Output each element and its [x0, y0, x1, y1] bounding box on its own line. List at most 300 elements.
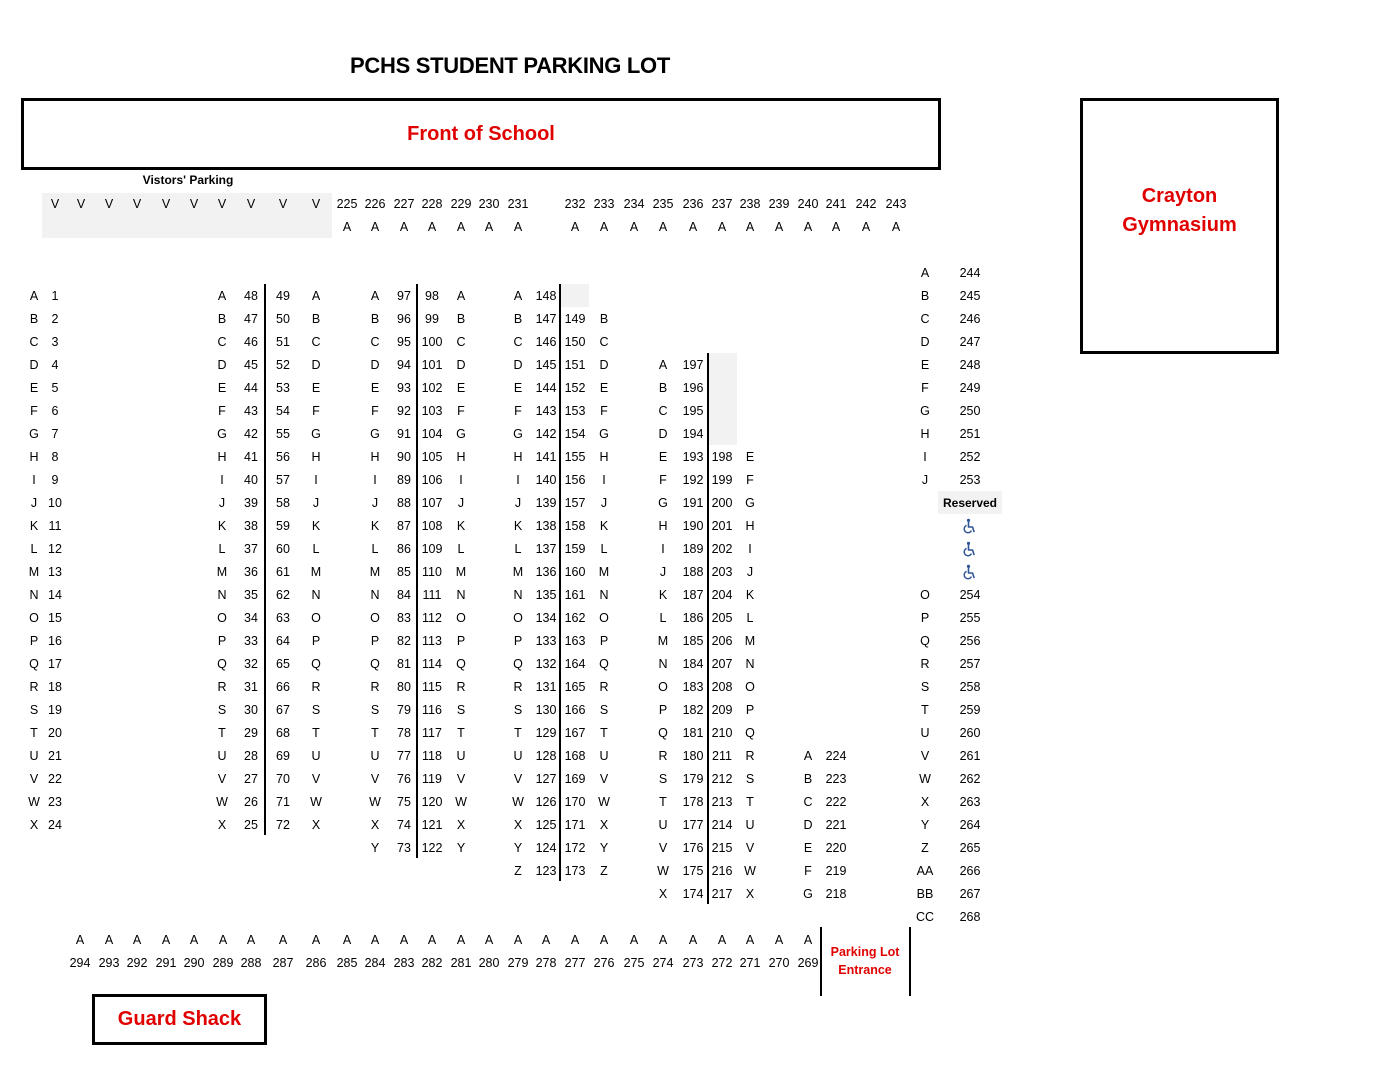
space-row-letter: R [311, 680, 321, 694]
space-row-letter: J [600, 496, 608, 510]
space-number: 253 [959, 473, 981, 487]
space-row-letter: AA [916, 864, 934, 878]
space-number: 173 [564, 864, 586, 878]
space-row-letter: A [484, 933, 494, 947]
space-number: 154 [564, 427, 586, 441]
space-number: 108 [421, 519, 443, 533]
page-title: PCHS STUDENT PARKING LOT [350, 53, 670, 78]
space-number: 160 [564, 565, 586, 579]
space-row-letter: A [541, 933, 551, 947]
space-number: 201 [711, 519, 733, 533]
space-number: 1 [51, 289, 59, 303]
space-row-letter: X [456, 818, 466, 832]
space-number: 35 [244, 588, 258, 602]
space-row-letter: C [513, 335, 523, 349]
space-number: 6 [51, 404, 59, 418]
space-number: 57 [276, 473, 290, 487]
space-row-letter: L [514, 542, 522, 556]
space-row-letter: A [399, 933, 409, 947]
space-number: 288 [240, 956, 262, 970]
visitor-space: V [76, 197, 86, 211]
space-row-letter: E [311, 381, 321, 395]
space-row-letter: H [370, 450, 380, 464]
space-number: 159 [564, 542, 586, 556]
space-row-letter: A [513, 220, 523, 234]
space-number: 227 [393, 197, 415, 211]
space-row-letter: V [456, 772, 466, 786]
space-row-letter: T [457, 726, 465, 740]
space-number: 107 [421, 496, 443, 510]
visitor-space: V [189, 197, 199, 211]
space-number: 126 [535, 795, 557, 809]
space-row-letter: E [29, 381, 39, 395]
space-number: 158 [564, 519, 586, 533]
space-number: 115 [422, 680, 442, 694]
space-row-letter: Y [599, 841, 609, 855]
space-number: 12 [48, 542, 62, 556]
space-row-letter: A [370, 220, 380, 234]
space-row-letter: A [29, 289, 39, 303]
space-number: 97 [397, 289, 411, 303]
space-number: 46 [244, 335, 258, 349]
space-row-letter: C [311, 335, 321, 349]
space-row-letter: B [513, 312, 523, 326]
space-number: 30 [244, 703, 258, 717]
space-number: 83 [397, 611, 411, 625]
space-number: 131 [535, 680, 557, 694]
space-number: 47 [244, 312, 258, 326]
space-row-letter: I [373, 473, 377, 487]
space-number: 38 [244, 519, 258, 533]
space-number: 22 [48, 772, 62, 786]
space-number: 93 [397, 381, 411, 395]
space-number: 40 [244, 473, 258, 487]
space-number: 148 [535, 289, 557, 303]
space-row-letter: N [370, 588, 380, 602]
space-row-letter: S [920, 680, 930, 694]
space-row-letter: A [427, 933, 437, 947]
space-row-letter: F [746, 473, 754, 487]
space-row-letter: O [217, 611, 227, 625]
space-number: 111 [422, 588, 442, 602]
space-number: 214 [711, 818, 733, 832]
space-row-letter: A [745, 933, 755, 947]
space-row-letter: I [748, 542, 752, 556]
space-row-letter: V [745, 841, 755, 855]
gymnasium-label-line-2: Gymnasium [1122, 214, 1237, 236]
space-number: 273 [682, 956, 704, 970]
space-number: 121 [421, 818, 443, 832]
space-number: 102 [421, 381, 443, 395]
space-row-letter: M [744, 634, 756, 648]
space-number: 164 [564, 657, 586, 671]
space-row-letter: U [920, 726, 930, 740]
space-row-letter: V [29, 772, 39, 786]
visitor-space: V [217, 197, 227, 211]
space-row-letter: I [220, 473, 224, 487]
space-number: 155 [564, 450, 586, 464]
space-number: 95 [397, 335, 411, 349]
space-number: 39 [244, 496, 258, 510]
space-number: 110 [422, 565, 442, 579]
space-row-letter: A [570, 220, 580, 234]
space-number: 58 [276, 496, 290, 510]
space-row-letter: A [399, 220, 409, 234]
space-row-letter: G [599, 427, 609, 441]
space-row-letter: L [746, 611, 754, 625]
space-number: 2 [51, 312, 59, 326]
space-number: 223 [825, 772, 847, 786]
space-row-letter: D [599, 358, 609, 372]
space-number: 122 [421, 841, 443, 855]
space-number: 23 [48, 795, 62, 809]
space-number: 208 [711, 680, 733, 694]
space-row-letter: J [659, 565, 667, 579]
space-row-letter: A [513, 933, 523, 947]
space-number: 217 [711, 887, 733, 901]
space-row-letter: K [217, 519, 227, 533]
space-row-letter: G [456, 427, 466, 441]
space-number: 113 [422, 634, 442, 648]
visitors-parking-area [42, 193, 332, 238]
space-row-letter: V [370, 772, 380, 786]
empty-space-148-row [560, 284, 589, 307]
space-row-letter: E [217, 381, 227, 395]
space-number: 18 [48, 680, 62, 694]
space-row-letter: V [513, 772, 523, 786]
space-row-letter: BB [916, 887, 934, 901]
space-row-letter: X [513, 818, 523, 832]
space-number: 74 [397, 818, 411, 832]
space-number: 282 [421, 956, 443, 970]
space-number: 44 [244, 381, 258, 395]
space-row-letter: K [456, 519, 466, 533]
space-row-letter: S [370, 703, 380, 717]
space-row-letter: R [29, 680, 39, 694]
space-row-letter: A [311, 933, 321, 947]
space-number: 171 [564, 818, 586, 832]
space-row-letter: W [512, 795, 524, 809]
space-number: 69 [276, 749, 290, 763]
space-row-letter: E [658, 450, 668, 464]
space-row-letter: C [217, 335, 227, 349]
space-row-letter: A [717, 933, 727, 947]
crayton-gymnasium-building [1080, 98, 1279, 354]
space-number: 181 [682, 726, 704, 740]
space-row-letter: B [311, 312, 321, 326]
space-number: 224 [825, 749, 847, 763]
space-row-letter: I [516, 473, 520, 487]
space-row-letter: Q [370, 657, 380, 671]
space-number: 32 [244, 657, 258, 671]
space-number: 178 [682, 795, 704, 809]
space-row-letter: A [803, 749, 813, 763]
space-number: 243 [885, 197, 907, 211]
space-row-letter: M [28, 565, 40, 579]
space-row-letter: A [658, 358, 668, 372]
space-row-letter: B [599, 312, 609, 326]
space-row-letter: U [370, 749, 380, 763]
space-number: 226 [364, 197, 386, 211]
space-row-letter: B [456, 312, 466, 326]
space-row-letter: T [746, 795, 754, 809]
space-number: 275 [623, 956, 645, 970]
space-number: 19 [48, 703, 62, 717]
space-row-letter: W [598, 795, 610, 809]
space-row-letter: F [921, 381, 929, 395]
visitor-space: V [246, 197, 256, 211]
space-number: 255 [959, 611, 981, 625]
space-number: 70 [276, 772, 290, 786]
space-number: 77 [397, 749, 411, 763]
space-row-letter: K [29, 519, 39, 533]
space-number: 269 [797, 956, 819, 970]
space-row-letter: W [310, 795, 322, 809]
space-number: 190 [682, 519, 704, 533]
space-number: 284 [364, 956, 386, 970]
space-row-letter: A [599, 933, 609, 947]
space-number: 125 [535, 818, 557, 832]
space-number: 216 [711, 864, 733, 878]
space-row-letter: W [216, 795, 228, 809]
space-number: 228 [421, 197, 443, 211]
space-row-letter: E [920, 358, 930, 372]
space-number: 180 [682, 749, 704, 763]
space-row-letter: A [427, 220, 437, 234]
space-number: 33 [244, 634, 258, 648]
space-number: 267 [959, 887, 981, 901]
space-row-letter: B [29, 312, 39, 326]
space-number: 258 [959, 680, 981, 694]
space-row-letter: G [217, 427, 227, 441]
space-number: 195 [682, 404, 704, 418]
space-number: 244 [959, 266, 981, 280]
space-row-letter: D [803, 818, 813, 832]
space-number: 153 [564, 404, 586, 418]
space-row-letter: S [599, 703, 609, 717]
space-number: 249 [959, 381, 981, 395]
space-number: 189 [682, 542, 704, 556]
space-row-letter: A [370, 933, 380, 947]
space-number: 80 [397, 680, 411, 694]
space-number: 136 [535, 565, 557, 579]
space-row-letter: D [29, 358, 39, 372]
space-row-letter: W [744, 864, 756, 878]
space-number: 291 [155, 956, 177, 970]
space-row-letter: J [514, 496, 522, 510]
space-row-letter: X [29, 818, 39, 832]
space-row-letter: A [629, 933, 639, 947]
space-number: 135 [535, 588, 557, 602]
space-row-letter: F [659, 473, 667, 487]
space-row-letter: T [218, 726, 226, 740]
space-row-letter: E [803, 841, 813, 855]
space-number: 72 [276, 818, 290, 832]
space-number: 170 [564, 795, 586, 809]
space-number: 183 [682, 680, 704, 694]
space-row-letter: Q [745, 726, 755, 740]
space-number: 45 [244, 358, 258, 372]
space-number: 276 [593, 956, 615, 970]
visitor-space: V [161, 197, 171, 211]
space-row-letter: S [745, 772, 755, 786]
space-number: 177 [682, 818, 704, 832]
space-row-letter: M [512, 565, 524, 579]
space-row-letter: H [920, 427, 930, 441]
space-row-letter: L [600, 542, 608, 556]
space-number: 186 [682, 611, 704, 625]
space-number: 239 [768, 197, 790, 211]
space-number: 86 [397, 542, 411, 556]
space-number: 142 [535, 427, 557, 441]
space-row-letter: G [370, 427, 380, 441]
space-number: 133 [535, 634, 557, 648]
space-number: 94 [397, 358, 411, 372]
space-row-letter: Y [513, 841, 523, 855]
space-number: 29 [244, 726, 258, 740]
row-divider-197-198 [707, 353, 709, 904]
space-number: 199 [711, 473, 733, 487]
space-number: 289 [212, 956, 234, 970]
space-number: 270 [768, 956, 790, 970]
space-row-letter: P [599, 634, 609, 648]
space-row-letter: S [29, 703, 39, 717]
space-number: 149 [564, 312, 586, 326]
space-number: 120 [421, 795, 443, 809]
space-row-letter: W [28, 795, 40, 809]
space-number: 286 [305, 956, 327, 970]
space-number: 140 [535, 473, 557, 487]
handicap-parking-icon [962, 541, 978, 557]
space-number: 212 [711, 772, 733, 786]
row-divider-48-49 [264, 284, 266, 835]
space-number: 25 [244, 818, 258, 832]
space-number: 188 [682, 565, 704, 579]
space-number: 248 [959, 358, 981, 372]
space-row-letter: M [657, 634, 669, 648]
space-row-letter: E [370, 381, 380, 395]
visitors-parking-label: Vistors' Parking [142, 173, 234, 187]
space-number: 237 [711, 197, 733, 211]
space-number: 157 [564, 496, 586, 510]
space-row-letter: X [599, 818, 609, 832]
space-row-letter: N [217, 588, 227, 602]
space-row-letter: A [658, 220, 668, 234]
space-number: 242 [855, 197, 877, 211]
entrance-divider-left [820, 927, 822, 996]
space-row-letter: N [513, 588, 523, 602]
space-number: 261 [959, 749, 981, 763]
space-row-letter: L [457, 542, 465, 556]
space-row-letter: A [831, 220, 841, 234]
space-row-letter: G [658, 496, 668, 510]
space-number: 71 [276, 795, 290, 809]
space-number: 43 [244, 404, 258, 418]
space-number: 76 [397, 772, 411, 786]
space-number: 151 [564, 358, 586, 372]
space-row-letter: T [921, 703, 929, 717]
space-row-letter: O [311, 611, 321, 625]
space-row-letter: B [920, 289, 930, 303]
space-number: 89 [397, 473, 411, 487]
space-number: 53 [276, 381, 290, 395]
space-row-letter: I [602, 473, 606, 487]
space-row-letter: A [342, 933, 352, 947]
front-of-school-building [21, 98, 941, 170]
space-number: 104 [421, 427, 443, 441]
space-row-letter: Q [513, 657, 523, 671]
space-number: 285 [336, 956, 358, 970]
space-row-letter: X [311, 818, 321, 832]
space-row-letter: U [29, 749, 39, 763]
space-number: 221 [825, 818, 847, 832]
space-number: 10 [48, 496, 62, 510]
space-number: 75 [397, 795, 411, 809]
space-number: 34 [244, 611, 258, 625]
space-number: 62 [276, 588, 290, 602]
space-number: 167 [564, 726, 586, 740]
space-row-letter: U [513, 749, 523, 763]
space-row-letter: O [370, 611, 380, 625]
space-number: 193 [682, 450, 704, 464]
space-number: 198 [711, 450, 733, 464]
space-number: 138 [535, 519, 557, 533]
space-number: 268 [959, 910, 981, 924]
space-row-letter: X [370, 818, 380, 832]
visitor-space: V [132, 197, 142, 211]
guard-shack-building [92, 994, 267, 1045]
space-number: 134 [535, 611, 557, 625]
space-row-letter: B [658, 381, 668, 395]
space-number: 63 [276, 611, 290, 625]
space-row-letter: A [278, 933, 288, 947]
space-number: 247 [959, 335, 981, 349]
space-number: 128 [535, 749, 557, 763]
space-row-letter: B [370, 312, 380, 326]
space-number: 202 [711, 542, 733, 556]
space-number: 209 [711, 703, 733, 717]
space-row-letter: K [370, 519, 380, 533]
space-row-letter: I [32, 473, 36, 487]
space-number: 264 [959, 818, 981, 832]
space-row-letter: P [920, 611, 930, 625]
space-number: 117 [422, 726, 442, 740]
space-number: 175 [682, 864, 704, 878]
space-row-letter: B [803, 772, 813, 786]
space-row-letter: S [658, 772, 668, 786]
space-row-letter: C [803, 795, 813, 809]
entrance-label-line-2: Entrance [838, 963, 892, 977]
space-number: 250 [959, 404, 981, 418]
space-number: 231 [507, 197, 529, 211]
space-number: 283 [393, 956, 415, 970]
visitor-space: V [50, 197, 60, 211]
space-number: 59 [276, 519, 290, 533]
space-number: 78 [397, 726, 411, 740]
space-number: 114 [422, 657, 442, 671]
space-number: 168 [564, 749, 586, 763]
space-number: 229 [450, 197, 472, 211]
space-row-letter: A [658, 933, 668, 947]
space-number: 277 [564, 956, 586, 970]
space-row-letter: Z [600, 864, 608, 878]
space-number: 230 [478, 197, 500, 211]
space-row-letter: F [312, 404, 320, 418]
visitor-space: V [311, 197, 321, 211]
space-row-letter: F [514, 404, 522, 418]
space-row-letter: Z [514, 864, 522, 878]
entrance-divider-right [909, 927, 911, 996]
